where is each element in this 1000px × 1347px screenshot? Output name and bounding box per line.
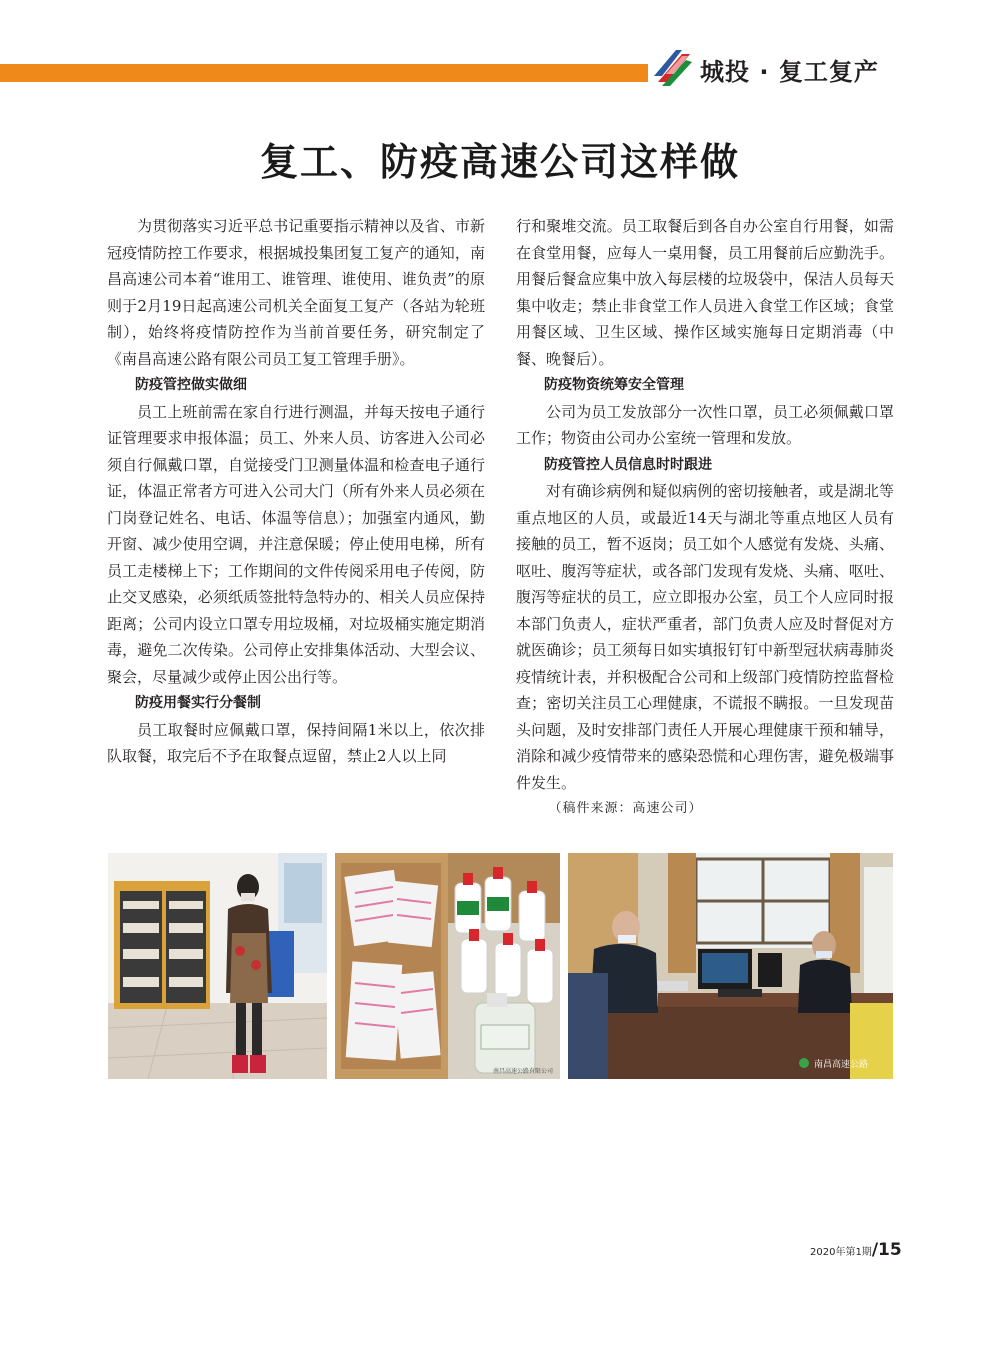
article-column-left	[107, 213, 485, 770]
city-investment-logo-icon	[652, 46, 696, 88]
article-column-right	[516, 213, 894, 823]
supplies-paragraph: 公司为员工发放部分一次性口罩，员工必须佩戴口罩工作；物资由公司办公室统一管理和发放。	[516, 402, 894, 447]
photo-disinfection-cabinet	[108, 853, 327, 1079]
intro-paragraph: 为贯彻落实习近平总书记重要指示精神以及省、市新冠疫情防控工作要求，根据城投集团复工复产的通知，南昌高速公司本着“谁用工、谁管理、谁使用、谁负责”的原则于2月19日起高速公司机关全面复工复产（各站为轮班制），始终将疫情防控作为当前首要任务，研究制定了《南昌高速公路有限公司员工复工管理手册》。	[107, 217, 485, 368]
photo-3-watermark: 南昌高速公路	[814, 1060, 869, 1070]
photo-office-staff	[568, 853, 893, 1079]
section-heading-prevention: 防疫管控做实做细	[135, 377, 247, 393]
photo-2-watermark: 南昌高速公路有限公司	[493, 1068, 554, 1075]
article-title: 复工、防疫高速公司这样做	[259, 140, 740, 184]
footer-slash: /	[871, 1240, 879, 1260]
article-source: （稿件来源：高速公司）	[548, 801, 703, 816]
dining-paragraph-start: 员工取餐时应佩戴口罩，保持间隔1米以上，依次排队取餐，取完后不予在取餐点逗留，禁止2人以上同	[107, 720, 485, 765]
page-number: 15	[878, 1240, 902, 1260]
issue-label: 2020年第1期	[810, 1247, 872, 1258]
dining-paragraph-continued: 行和聚堆交流。员工取餐后到各自办公室自行用餐，如需在食堂用餐，应每人一桌用餐，员工用餐前后应勤洗手。用餐后餐盒应集中放入每层楼的垃圾袋中，保洁人员每天集中收走；禁止非食堂工作人员进入食堂工作区域；食堂用餐区域、卫生区域、操作区域实施每日定期消毒（中餐、晚餐后）。	[516, 217, 894, 368]
photo-epidemic-supplies	[335, 853, 560, 1079]
prevention-paragraph: 员工上班前需在家自行进行测温，并每天按电子通行证管理要求申报体温；员工、外来人员、访客进入公司必须自行佩戴口罩，自觉接受门卫测量体温和检查电子通行证，体温正常者方可进入公司大门（所有外来人员必须在门岗登记姓名、电话、体温等信息）；加强室内通风，勤开窗、减少使用空调，并注意保暖；停止使用电梯，所有员工走楼梯上下；工作期间的文件传阅采用电子传阅，防止交叉感染，必须纸质签批特急特办的、相关人员应保持距离；公司内设立口罩专用垃圾桶，对垃圾桶实施定期消毒，避免二次传染。公司停止安排集体活动、大型会议、聚会，尽量减少或停止因公出行等。	[107, 402, 485, 686]
section-heading-dining: 防疫用餐实行分餐制	[135, 695, 261, 711]
section-title: 城投 · 复工复产	[700, 58, 879, 86]
section-heading-supplies: 防疫物资统筹安全管理	[544, 377, 684, 393]
page-footer	[810, 1238, 902, 1262]
tracking-paragraph: 对有确诊病例和疑似病例的密切接触者，或是湖北等重点地区的人员，或最近14天与湖北等重点地区人员有接触的员工，暂不返岗；员工如个人感觉有发烧、头痛、呕吐、腹泻等症状，或各部门发现有发烧、头痛、呕吐、腹泻等症状的员工，应立即报办公室，员工个人应同时报本部门负责人，症状严重者，部门负责人应及时督促对方就医确诊；员工须每日如实填报钉钉中新型冠状病毒肺炎疫情统计表，并积极配合公司和上级部门疫情防控监督检查；密切关注员工心理健康，不谎报不瞒报。一旦发现苗头问题，及时安排部门责任人开展心理健康干预和辅导，消除和减少疫情带来的感染恐慌和心理伤害，避免极端事件发生。	[516, 482, 894, 792]
header-accent-bar	[0, 64, 648, 82]
section-heading-tracking: 防疫管控人员信息时时跟进	[544, 456, 712, 473]
